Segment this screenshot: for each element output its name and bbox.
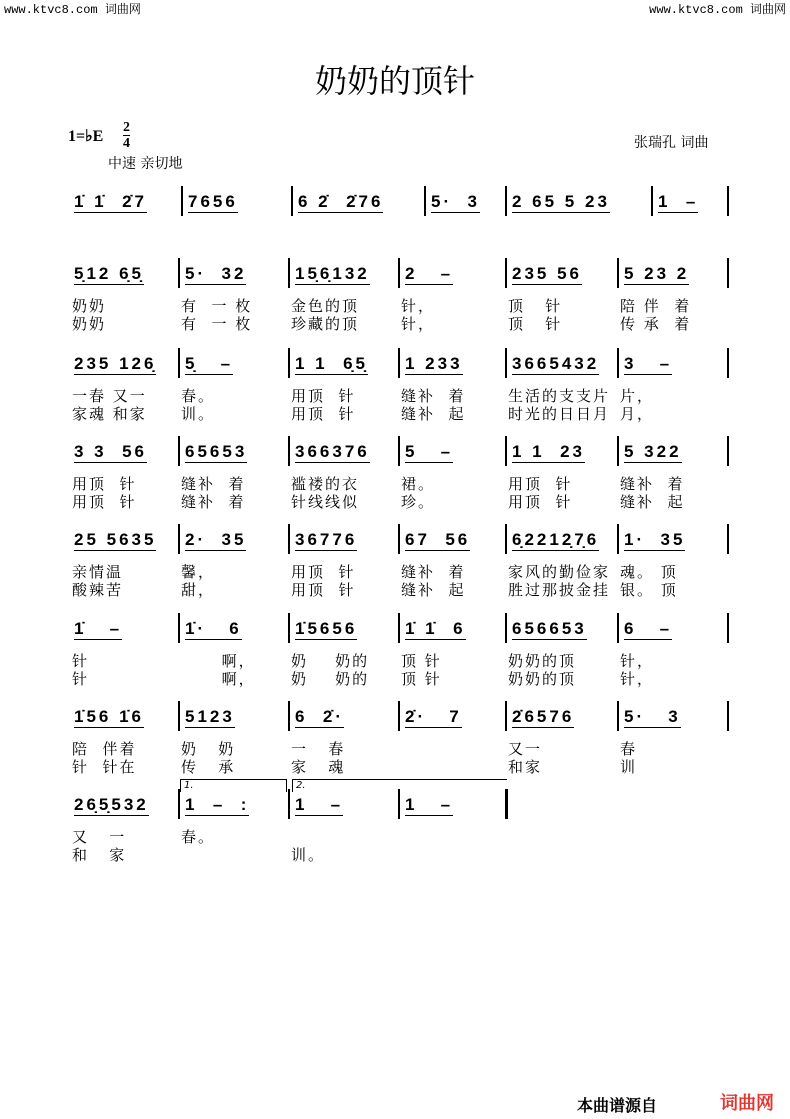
measure-notes: 26̣5̣532 — [74, 795, 149, 814]
measure — [624, 264, 689, 285]
tempo-marking: 中速 亲切地 — [108, 156, 183, 172]
measure — [74, 619, 122, 640]
barline — [617, 613, 619, 643]
barline — [505, 258, 507, 288]
lyric-verse-2: 传 承 — [181, 758, 236, 776]
lyric-verse-1: 啊， — [181, 652, 256, 670]
lyric-verse-1: 生活的支支片 — [508, 387, 611, 405]
time-bottom: 4 — [123, 136, 130, 151]
measure-notes: 1 – : — [185, 795, 250, 814]
song-title: 奶奶的顶针 — [314, 62, 475, 100]
measure-notes: 1̇ 1̇ 2̇7 — [74, 192, 147, 211]
measure — [74, 707, 144, 728]
key-signature: 1=♭E — [68, 128, 104, 145]
measure — [298, 192, 383, 213]
lyric-verse-2: 和 家 — [72, 846, 127, 864]
measure — [512, 707, 574, 728]
measure-notes: 15̣6̣132 — [295, 264, 370, 283]
lyric-verse-1: 金色的顶 — [291, 297, 360, 315]
measure — [624, 442, 682, 463]
measure-notes: 656653 — [512, 619, 587, 638]
measure-notes: 6̣2212̣7̣6 — [512, 530, 600, 549]
lyric-verse-1: 亲情温 — [72, 563, 124, 581]
lyric-verse-2: 缝补 着 — [181, 493, 246, 511]
measure — [405, 442, 453, 463]
barline — [617, 348, 619, 378]
barline — [651, 186, 653, 216]
lyric-verse-1: 针 — [72, 652, 90, 670]
lyric-verse-2: 月， — [620, 405, 655, 423]
measure — [512, 354, 599, 375]
measure — [185, 264, 246, 285]
barline — [398, 436, 400, 466]
measure-notes: 1̇· 6 — [185, 619, 242, 638]
system — [0, 780, 790, 883]
lyric-verse-2: 家 魂 — [291, 758, 346, 776]
barline — [398, 613, 400, 643]
measure — [512, 530, 599, 551]
lyric-verse-2: 针 针在 — [72, 758, 137, 776]
measure — [74, 795, 149, 816]
measure — [74, 354, 156, 375]
measure-notes: 7656 — [188, 192, 238, 211]
barline — [288, 348, 290, 378]
barline — [617, 436, 619, 466]
lyric-verse-1: 陪 伴着 — [72, 740, 137, 758]
lyric-verse-1: 奶 奶的 — [291, 652, 370, 670]
lyric-verse-1: 家风的勤俭家 — [508, 563, 611, 581]
measure-notes: 5 23 2 — [624, 264, 690, 283]
system — [0, 530, 790, 618]
system — [0, 442, 790, 530]
author-credit: 张瑞孔 词曲 — [634, 135, 709, 151]
measure — [185, 530, 246, 551]
lyric-verse-2: 家魂 和家 — [72, 405, 147, 423]
barline — [178, 789, 180, 819]
measure-notes: 3665432 — [512, 354, 600, 373]
barline — [617, 524, 619, 554]
barline — [505, 613, 507, 643]
lyric-verse-2: 啊， — [181, 670, 256, 688]
lyric-verse-1: 馨， — [181, 563, 216, 581]
barline — [505, 186, 507, 216]
measure — [74, 192, 147, 213]
measure-notes: 1 – — [658, 192, 699, 211]
system — [0, 264, 790, 352]
measure-notes: 36776 — [295, 530, 358, 549]
lyric-verse-1: 奶奶的顶 — [508, 652, 577, 670]
lyric-verse-1: 缝补 着 — [401, 563, 466, 581]
lyric-verse-2: 奶奶 — [72, 315, 107, 333]
measure-notes: 1 233 — [405, 354, 463, 373]
lyric-verse-2: 训。 — [181, 405, 216, 423]
lyric-verse-1: 裙。 — [401, 475, 436, 493]
lyric-verse-2: 用顶 针 — [508, 493, 573, 511]
watermark-left: www.ktvc8.com 词曲网 — [4, 3, 141, 17]
barline — [727, 348, 729, 378]
measure-notes: 1̇ – — [74, 619, 123, 638]
barline — [398, 524, 400, 554]
measure — [512, 264, 582, 285]
time-top: 2 — [123, 120, 130, 135]
measure-notes: 3 3 56 — [74, 442, 147, 461]
measure-notes: 2· 35 — [185, 530, 247, 549]
measure-notes: 1̇ 1̇ 6 — [405, 619, 466, 638]
barline — [398, 348, 400, 378]
measure-notes: 6 – — [624, 619, 673, 638]
measure — [431, 192, 480, 213]
volta-bracket: 2. — [292, 779, 507, 792]
barline — [288, 613, 290, 643]
lyric-verse-2: 针， — [620, 670, 655, 688]
measure — [624, 354, 672, 375]
barline — [727, 436, 729, 466]
lyric-verse-1: 魂。 顶 — [620, 563, 678, 581]
measure-notes: 2 65 5 23 — [512, 192, 610, 211]
lyric-verse-1: 春。 — [181, 387, 216, 405]
measure — [185, 795, 249, 816]
measure — [295, 442, 370, 463]
lyric-verse-2: 针， — [401, 315, 436, 333]
lyric-verse-1: 针， — [401, 297, 436, 315]
measure — [295, 354, 368, 375]
lyric-verse-1: 陪 伴 着 — [620, 297, 692, 315]
barline — [178, 524, 180, 554]
barline — [288, 258, 290, 288]
measure-notes: 25 5635 — [74, 530, 157, 549]
lyric-verse-1: 用顶 针 — [72, 475, 137, 493]
measure-notes: 1 – — [295, 795, 344, 814]
time-signature — [123, 120, 130, 151]
measure — [405, 264, 453, 285]
barline — [288, 701, 290, 731]
lyric-verse-2: 缝补 起 — [401, 581, 466, 599]
barline — [288, 789, 290, 819]
lyric-verse-1: 奶 奶 — [181, 740, 236, 758]
barline — [617, 258, 619, 288]
measure — [405, 707, 462, 728]
barline — [178, 258, 180, 288]
measure — [74, 530, 156, 551]
barline — [178, 701, 180, 731]
barline — [288, 436, 290, 466]
lyric-verse-2: 用顶 针 — [291, 581, 356, 599]
lyric-verse-1: 缝补 着 — [181, 475, 246, 493]
measure-notes: 5̣ – — [185, 354, 234, 373]
lyric-verse-1: 顶 针 — [401, 652, 442, 670]
lyric-verse-2: 传 承 着 — [620, 315, 692, 333]
measure-notes: 5· 32 — [185, 264, 247, 283]
measure — [185, 707, 235, 728]
measure-notes: 1 1 6̣5̣ — [295, 354, 368, 373]
barline — [398, 701, 400, 731]
barline — [291, 186, 293, 216]
barline — [505, 436, 507, 466]
lyric-verse-1: 针， — [620, 652, 655, 670]
measure-notes: 5 – — [405, 442, 454, 461]
measure — [624, 530, 685, 551]
barline — [178, 613, 180, 643]
lyric-verse-1: 用顶 针 — [508, 475, 573, 493]
measure — [74, 264, 144, 285]
barline — [178, 436, 180, 466]
measure-notes: 3 – — [624, 354, 673, 373]
measure-notes: 2̇6576 — [512, 707, 575, 726]
barline — [398, 258, 400, 288]
lyric-verse-1: 顶 针 — [508, 297, 563, 315]
measure-notes: 2 – — [405, 264, 454, 283]
measure-notes: 1̇56 1̇6 — [74, 707, 144, 726]
measure-notes: 1· 35 — [624, 530, 686, 549]
measure-notes: 5̣12 6̣5̣ — [74, 264, 144, 283]
measure-notes: 5123 — [185, 707, 235, 726]
lyric-verse-2: 顶 针 — [401, 670, 442, 688]
lyric-verse-2: 甜， — [181, 581, 216, 599]
lyric-verse-1: 用顶 针 — [291, 563, 356, 581]
barline — [505, 789, 508, 819]
barline — [424, 186, 426, 216]
measure — [185, 619, 242, 640]
lyric-verse-2: 缝补 起 — [401, 405, 466, 423]
lyric-verse-2: 珍。 — [401, 493, 436, 511]
lyric-verse-1: 春 — [620, 740, 638, 758]
lyric-verse-2: 时光的日日月 — [508, 405, 611, 423]
lyric-verse-2: 银。 顶 — [620, 581, 678, 599]
measure-notes: 1 1 23 — [512, 442, 585, 461]
measure — [405, 354, 463, 375]
measure — [624, 707, 681, 728]
lyric-verse-1: 片， — [620, 387, 655, 405]
lyric-verse-2: 训 — [620, 758, 638, 776]
measure-notes: 1 – — [405, 795, 454, 814]
barline — [727, 524, 729, 554]
source-note: 本曲谱源自 — [577, 1096, 658, 1115]
measure — [295, 530, 357, 551]
measure-notes: 65653 — [185, 442, 248, 461]
measure — [74, 442, 147, 463]
lyric-verse-2: 奶 奶的 — [291, 670, 370, 688]
barline — [727, 613, 729, 643]
measure-notes: 6 2̇ 2̇76 — [298, 192, 384, 211]
lyric-verse-2: 酸辣苦 — [72, 581, 124, 599]
measure-notes: 6 2̇· — [295, 707, 345, 726]
measure — [188, 192, 238, 213]
barline — [505, 348, 507, 378]
lyric-verse-2: 针 — [72, 670, 90, 688]
measure — [512, 619, 587, 640]
measure — [185, 442, 247, 463]
measure — [405, 530, 470, 551]
lyric-verse-2: 奶奶的顶 — [508, 670, 577, 688]
measure-notes: 5· 3 — [431, 192, 481, 211]
lyric-verse-1: 一 春 — [291, 740, 346, 758]
barline — [398, 789, 400, 819]
lyric-verse-2: 针线线似 — [291, 493, 360, 511]
site-logo: 词曲网 — [720, 1093, 774, 1114]
barline — [178, 348, 180, 378]
barline — [181, 186, 183, 216]
lyric-verse-2: 和家 — [508, 758, 543, 776]
measure-notes: 2̇· 7 — [405, 707, 462, 726]
measure — [405, 795, 453, 816]
barline — [617, 701, 619, 731]
lyric-verse-1: 有 一 枚 — [181, 297, 253, 315]
barline — [727, 186, 729, 216]
lyric-verse-1: 一春 又一 — [72, 387, 147, 405]
lyric-verse-2: 珍藏的顶 — [291, 315, 360, 333]
lyric-verse-1: 春。 — [181, 828, 216, 846]
lyric-verse-1: 奶奶 — [72, 297, 107, 315]
measure-notes: 5· 3 — [624, 707, 681, 726]
measure — [295, 264, 370, 285]
lyric-verse-1: 缝补 着 — [401, 387, 466, 405]
measure — [405, 619, 466, 640]
barline — [727, 701, 729, 731]
measure-notes: 5 322 — [624, 442, 682, 461]
lyric-verse-1: 缝补 着 — [620, 475, 685, 493]
lyric-verse-2: 训。 — [291, 846, 326, 864]
measure — [512, 192, 610, 213]
volta-bracket: 1. — [180, 779, 287, 792]
system — [0, 619, 790, 707]
measure — [295, 707, 344, 728]
lyric-verse-2: 用顶 针 — [291, 405, 356, 423]
lyric-verse-2: 胜过那披金挂 — [508, 581, 611, 599]
lyric-verse-1: 用顶 针 — [291, 387, 356, 405]
measure-notes: 235 126̣ — [74, 354, 157, 373]
lyric-verse-2: 用顶 针 — [72, 493, 137, 511]
lyric-verse-2: 有 一 枚 — [181, 315, 253, 333]
measure-notes: 235 56 — [512, 264, 582, 283]
system — [0, 354, 790, 442]
measure — [185, 354, 233, 375]
barline — [505, 524, 507, 554]
lyric-verse-1: 又 一 — [72, 828, 127, 846]
measure — [624, 619, 672, 640]
lyric-verse-1: 又一 — [508, 740, 543, 758]
measure — [658, 192, 698, 213]
lyric-verse-2: 顶 针 — [508, 315, 563, 333]
barline — [288, 524, 290, 554]
measure-notes: 366376 — [295, 442, 370, 461]
measure-notes: 67 56 — [405, 530, 471, 549]
watermark-right: www.ktvc8.com 词曲网 — [649, 3, 786, 17]
measure-notes: 1̇5656 — [295, 619, 358, 638]
measure — [295, 795, 343, 816]
lyric-verse-1: 褴褛的衣 — [291, 475, 360, 493]
lyric-verse-2: 缝补 起 — [620, 493, 685, 511]
barline — [727, 258, 729, 288]
measure — [295, 619, 357, 640]
barline — [505, 701, 507, 731]
measure — [512, 442, 585, 463]
